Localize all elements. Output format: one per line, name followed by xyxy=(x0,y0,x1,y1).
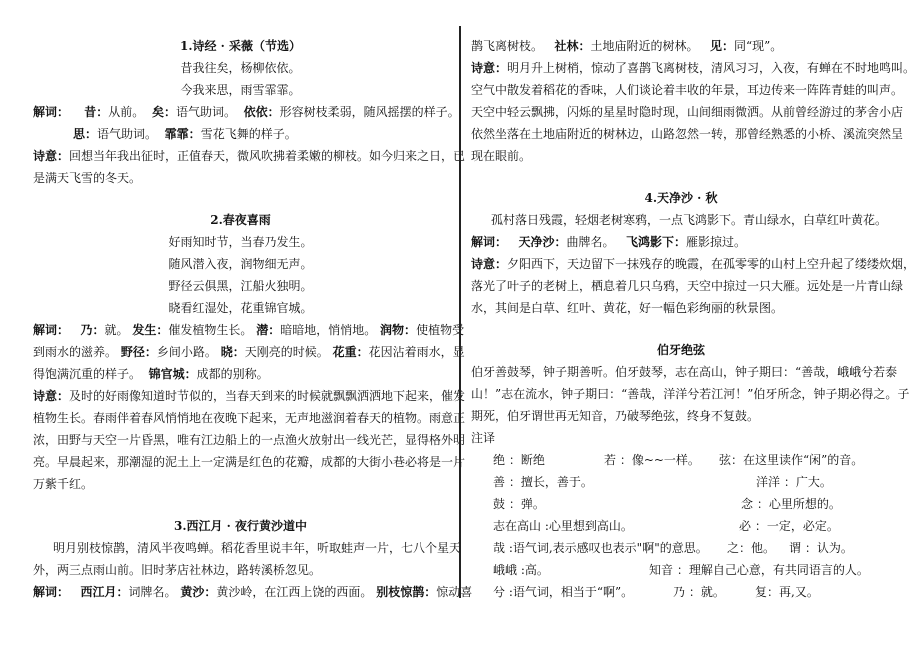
glossary-def: 土地庙附近的树林。 xyxy=(590,39,699,53)
glossary-def: 天刚亮的时候。 xyxy=(244,345,329,359)
glossary-term: 思： xyxy=(73,127,98,141)
meaning-text: 万紫千红。 xyxy=(33,477,94,491)
poem-3-title: 3.西江月 · 夜行黄沙道中 xyxy=(173,519,308,533)
poem-3-glossary-cont xyxy=(471,37,782,55)
text-5-line: 伯牙善鼓琴，钟子期善听。伯牙鼓琴，志在高山，钟子期曰：“善哉，峨峨兮若泰 xyxy=(471,365,898,379)
note-item: 鼓 ：弹。 xyxy=(493,497,545,511)
glossary-def: 雁影掠过。 xyxy=(685,235,746,249)
glossary-term: 润物： xyxy=(380,323,417,337)
note-item: 志在高山 :心里想到高山。 xyxy=(493,519,633,533)
glossary-def: 鹊飞离树枝。 xyxy=(471,39,544,53)
poem-2-line: 野径云俱黑，江船火独明。 xyxy=(168,279,313,293)
poem-3-line: 明月别枝惊鹊，清风半夜鸣蝉。稻花香里说丰年，听取蛙声一片，七八个星天 xyxy=(53,541,462,555)
glossary-label: 解词： xyxy=(33,105,70,119)
poem-2-meaning xyxy=(33,387,466,405)
note-item: 若 ：像~~一样。 xyxy=(604,453,700,467)
meaning-text: 浓，田野与天空一片昏黑，唯有江边船上的一点渔火放射出一线光芒，显得格外明 xyxy=(33,433,466,447)
glossary-label: 解词： xyxy=(471,235,508,249)
glossary-def: 使植物受 xyxy=(416,323,465,337)
glossary-term: 野径： xyxy=(120,345,157,359)
poem-4-glossary xyxy=(471,233,746,251)
note-item: 善 ：擅长，善于。 xyxy=(493,475,593,489)
glossary-term: 晓： xyxy=(220,345,245,359)
notes-heading: 注译 xyxy=(471,431,496,445)
glossary-def: 就。 xyxy=(104,323,129,337)
glossary-term: 西江月： xyxy=(80,585,129,599)
meaning-text: 明月升上树梢，惊动了喜鹊飞离树枝，清风习习，入夜，有蝉在不时地鸣叫。 xyxy=(507,61,916,75)
glossary-term: 社林： xyxy=(554,39,591,53)
poem-1-line: 昔我往矣，杨柳依依。 xyxy=(180,61,301,75)
glossary-label: 解词： xyxy=(33,585,70,599)
glossary-def: 成都的别称。 xyxy=(196,367,269,381)
glossary-term: 霏霏： xyxy=(164,127,201,141)
glossary-term: 发生： xyxy=(132,323,169,337)
meaning-text: 现在眼前。 xyxy=(471,149,532,163)
glossary-term: 天净沙： xyxy=(518,235,567,249)
note-item: 弦：在这里读作“闲”的音。 xyxy=(719,453,864,467)
note-item: 复：再,又。 xyxy=(755,585,819,599)
poem-3-glossary xyxy=(33,583,473,601)
note-item: 之：他。 xyxy=(727,541,776,555)
glossary-def: 乡间小路。 xyxy=(156,345,217,359)
meaning-text: 亮。早晨起来，那潮湿的泥土上一定满是红色的花瓣，成都的大街小巷必将是一片 xyxy=(33,455,466,469)
poem-2-line: 好雨知时节，当春乃发生。 xyxy=(168,235,313,249)
poem-2-line: 随风潜入夜，润物细无声。 xyxy=(168,257,313,271)
glossary-term: 矣： xyxy=(151,105,176,119)
meaning-text: 植物生长。春雨伴着春风悄悄地在夜晚下起来，无声地滋润着春天的植物。雨意正 xyxy=(33,411,466,425)
note-item: 绝 ：断绝 xyxy=(493,453,545,467)
text-5-title: 伯牙绝弦 xyxy=(656,343,705,357)
glossary-def: 雪花飞舞的样子。 xyxy=(200,127,297,141)
glossary-def: 惊动喜 xyxy=(436,585,473,599)
glossary-term: 黄沙： xyxy=(180,585,217,599)
glossary-def: 同“现”。 xyxy=(733,39,783,53)
glossary-term: 见： xyxy=(709,39,734,53)
meaning-text: 水，其间是白草、红叶、黄花，好一幅色彩绚丽的秋景图。 xyxy=(471,301,784,315)
glossary-term: 别枝惊鹊： xyxy=(376,585,437,599)
glossary-def: 黄沙岭，在江西上饶的西面。 xyxy=(216,585,373,599)
poem-3-line: 外，两三点雨山前。旧时茅店社林边，路转溪桥忽见。 xyxy=(33,563,322,577)
poem-2-glossary xyxy=(33,343,465,361)
note-item: 乃 ：就。 xyxy=(673,585,725,599)
glossary-term: 乃： xyxy=(80,323,105,337)
glossary-def: 语气助词。 xyxy=(97,127,158,141)
meaning-text: 夕阳西下，天边留下一抹残存的晚霞，在孤零零的山村上空升起了缕缕炊烟， xyxy=(507,257,916,271)
poem-1-glossary xyxy=(73,125,297,143)
meaning-text: 落光了叶子的老树上，栖息着几只乌鸦，天空中掠过一只大雁。远处是一片青山绿 xyxy=(471,279,904,293)
note-item: 必 ：一定，必定。 xyxy=(739,519,839,533)
text-5-line: 期死，伯牙谓世再无知音，乃破琴绝弦，终身不复鼓。 xyxy=(471,409,760,423)
poem-3-meaning xyxy=(471,59,916,77)
poem-2-title: 2.春夜喜雨 xyxy=(210,213,271,227)
glossary-term: 昔： xyxy=(84,105,109,119)
meaning-text: 空气中散发着稻花的香味，人们谈论着丰收的年景，耳边传来一阵阵青蛙的叫声。 xyxy=(471,83,904,97)
note-item: 兮 :语气词，相当于“啊”。 xyxy=(493,585,634,599)
glossary-term: 潜： xyxy=(256,323,281,337)
note-item: 峨峨 :高。 xyxy=(493,563,549,577)
meaning-text: 依然坐落在土地庙附近的树林边，山路忽然一转，那曾经熟悉的小桥、溪流突然呈 xyxy=(471,127,904,141)
glossary-label: 解词： xyxy=(33,323,70,337)
glossary-term: 锦官城： xyxy=(148,367,197,381)
glossary-term: 飞鸿影下： xyxy=(625,235,686,249)
glossary-def: 暗暗地，悄悄地。 xyxy=(280,323,377,337)
poem-4-meaning xyxy=(471,255,916,273)
glossary-def: 花因沾着雨水，显 xyxy=(368,345,465,359)
glossary-def: 形容树枝柔弱，随风摇摆的样子。 xyxy=(279,105,460,119)
note-item: 哉 :语气词,表示感叹也表示"啊"的意思。 xyxy=(493,541,708,555)
glossary-def: 得饱满沉重的样子。 xyxy=(33,367,142,381)
meaning-text: 天空中轻云飘拂，闪烁的星星时隐时现，山间细雨微洒。从前曾经游过的茅舍小店 xyxy=(471,105,904,119)
poem-1-meaning xyxy=(33,147,466,165)
text-5-line: 山！”志在流水，钟子期曰：“善哉，洋洋兮若江河！”伯牙所念，钟子期必得之。子 xyxy=(471,387,910,401)
glossary-def: 词牌名。 xyxy=(128,585,177,599)
glossary-def: 曲牌名。 xyxy=(566,235,615,249)
note-item: 知音 ：理解自己心意，有共同语言的人。 xyxy=(649,563,869,577)
poem-2-line: 晓看红湿处，花重锦官城。 xyxy=(168,301,313,315)
glossary-def: 到雨水的滋养。 xyxy=(33,345,118,359)
poem-2-glossary xyxy=(33,321,465,339)
poem-1-glossary xyxy=(33,103,460,121)
meaning-text: 是满天飞雪的冬天。 xyxy=(33,171,142,185)
glossary-def: 语气助词。 xyxy=(175,105,236,119)
column-divider xyxy=(459,26,461,598)
note-item: 念 ：心里所想的。 xyxy=(741,497,841,511)
note-item: 洋洋 ：广大。 xyxy=(756,475,832,489)
glossary-term: 依依： xyxy=(243,105,280,119)
meaning-label: 诗意： xyxy=(471,61,508,75)
glossary-term: 花重： xyxy=(332,345,369,359)
poem-1-line: 今我来思，雨雪霏霏。 xyxy=(180,83,301,97)
meaning-text: 回想当年我出征时，正值春天，微风吹拂着柔嫩的柳枝。如今归来之日，已 xyxy=(69,149,466,163)
poem-4-line: 孤村落日残霞，轻烟老树寒鸦，一点飞鸿影下。青山绿水，白草红叶黄花。 xyxy=(491,213,888,227)
poem-1-title: 1.诗经 · 采薇（节选） xyxy=(179,39,302,53)
glossary-def: 催发植物生长。 xyxy=(168,323,253,337)
poem-2-glossary xyxy=(33,365,269,383)
meaning-label: 诗意： xyxy=(33,149,70,163)
poem-4-title: 4.天净沙 · 秋 xyxy=(644,191,718,205)
meaning-text: 及时的好雨像知道时节似的，当春天到来的时候就飘飘洒洒地下起来，催发 xyxy=(69,389,466,403)
meaning-label: 诗意： xyxy=(33,389,70,403)
glossary-def: 从前。 xyxy=(108,105,145,119)
meaning-label: 诗意： xyxy=(471,257,508,271)
note-item: 谓 ：认为。 xyxy=(789,541,853,555)
